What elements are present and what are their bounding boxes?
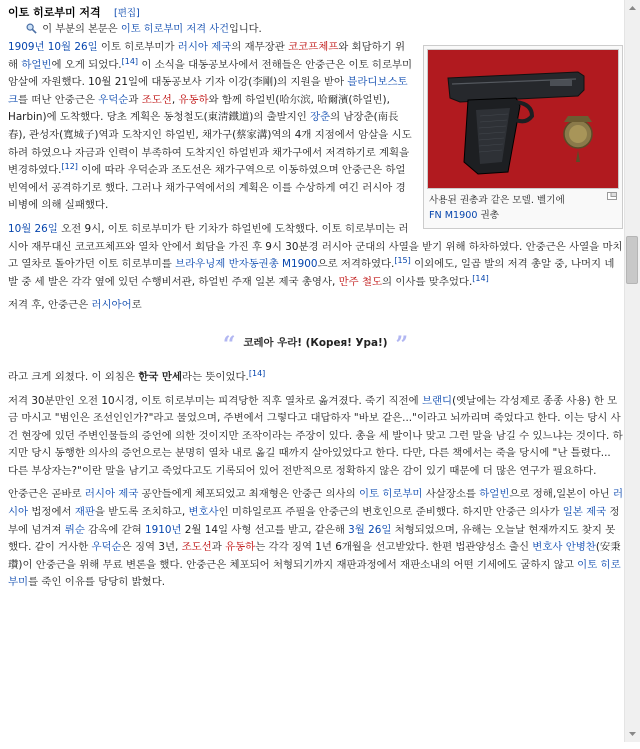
link-1910[interactable]: 1910년 xyxy=(144,523,182,536)
link-vladivostok[interactable]: 블라디보스토크 xyxy=(8,76,408,106)
link-woo-deoksun[interactable]: 우덕순 xyxy=(98,93,129,106)
citation-14[interactable]: [14] xyxy=(121,56,139,66)
link-march-26[interactable]: 3월 26일 xyxy=(348,523,392,536)
text: 에 오게 되었다. xyxy=(51,58,122,71)
text: (옛날에는 각성제로 종종 사용) 한 모금 마시고 "범인은 조선인인가?"라고 물었으며, 주변에서 그렇다고 대답하자 "바보 같은..."이라고 뇌까리며 죽었다고 한다. 이는 당시 사건 현장에 있던 주변인물들의 증언에 의한 것이지만 조작이라는 주장이 있다. 총을 세 발이나 맞고 그런 말을 남길 수 있느냐는 것이다. 하지만 당시 동행한 의사의 증언으로는 분명히 열차 내로 옮길 때까지 살아있었다고 한다. 다만, 다른 책에서는 죽을 당시에 "난 틀렸다... 다른 부상자는?"이란 말을 남기고 죽었다고도 기록되어 있어 전반적으로 정확하지 않은 감이 있기 때문에 더 많은 연구가 필요하다. xyxy=(8,394,623,477)
article-content xyxy=(8,0,623,598)
hatnote-text: 이 부분의 본문은 xyxy=(42,24,121,35)
text: 법정에서 xyxy=(28,506,75,519)
text: 정부에 넘겨져 xyxy=(8,506,620,536)
open-quote-icon: “ xyxy=(222,331,236,358)
text: 을 받도록 조치하고, xyxy=(94,506,189,519)
bold-hanguk-manse: 한국 만세 xyxy=(138,370,183,383)
citation-15[interactable]: [15] xyxy=(394,256,411,266)
quote-text: 코레아 우라! (Корея! Ура!) xyxy=(243,336,388,349)
text: 와 회담하기 위해 xyxy=(8,41,406,71)
redlink-manchuria-railway[interactable]: 만주 철도 xyxy=(338,275,383,288)
citation-14[interactable]: [14] xyxy=(472,273,489,283)
text: 으로 저격하였다. xyxy=(317,258,395,271)
text: 를 죽인 이유를 당당히 밝혔다. xyxy=(28,576,166,589)
vertical-scrollbar[interactable] xyxy=(624,0,640,742)
scrollbar-thumb[interactable] xyxy=(626,236,638,284)
text: 를 떠난 안중근은 xyxy=(18,93,99,106)
text: 공안들에게 체포되었고 최재형은 안중근 의사의 xyxy=(138,488,359,501)
scroll-down-button[interactable] xyxy=(625,726,640,742)
link-lushun[interactable]: 뤼순 xyxy=(64,523,85,536)
text: 2월 14일 사형 선고를 받고, 같은해 xyxy=(181,523,349,536)
text: 으로 정해,일본이 아닌 xyxy=(509,488,613,501)
redlink-jo-doseon-2[interactable]: 조도선 xyxy=(181,541,212,554)
text: 오전 9시, 이토 히로부미가 탄 기차가 하얼빈에 도착했다. 이토 히로부미는 러시아 재무대신 코코프체프와 열차 안에서 회담을 가진 후 9시 30분경 러시아 군대의 사열을 받기 위해 하차하였다. 안중근은 사열을 마치고 열차로 돌아가던 이토 히로부미를 xyxy=(8,222,623,271)
link-ito-hirobumi[interactable]: 이토 히로부미 xyxy=(358,488,423,501)
enlarge-icon[interactable] xyxy=(607,192,617,200)
section-title: 이토 히로부미 저격 xyxy=(8,6,101,19)
link-harbin-2[interactable]: 하얼빈 xyxy=(479,488,510,501)
edit-section-link[interactable]: [편집] xyxy=(113,8,140,19)
text: , xyxy=(171,93,179,106)
text: (安秉瓚)이 안중근을 위해 무료 변론을 했다. 안중근은 체포되어 처형되기까지 재판과정에서 재판소내의 어떤 기세에도 굴하지 않고 xyxy=(8,541,621,571)
text: 라는 뜻이었다. xyxy=(182,370,249,383)
link-browning-m1900[interactable]: 브라우닝제 반자동권총 M1900 xyxy=(175,258,318,271)
magnifier-icon xyxy=(26,23,37,34)
redlink-yu-dongha-2[interactable]: 유동하 xyxy=(225,541,256,554)
text: 사살장소를 xyxy=(422,488,480,501)
text: 의 재무장관 xyxy=(231,41,289,53)
text: 이외에도, 일곱 발의 저격 총알 중, 나머지 네 발 중 세 발은 각각 옆에 있던 수행비서관, 하얼빈 주재 일본 제국 총영사, xyxy=(8,258,615,288)
link-trial[interactable]: 재판 xyxy=(74,506,95,519)
text: 과 xyxy=(211,541,226,554)
text: 이 소식을 대동공보사에서 전해들은 안중근은 이토 히로부미 암살에 자원했다. 10월 21일에 대동공보사 기자 이강(李剛)의 지원을 받아 xyxy=(8,58,413,89)
scroll-down-arrow-icon xyxy=(625,726,640,742)
text: 로 xyxy=(131,299,142,312)
text: 는 각각 징역 1년 6개월을 선고받았다. 한편 법관양성소 출신 xyxy=(255,541,533,554)
redlink-yu-dongha[interactable]: 유동하 xyxy=(178,93,209,106)
link-harbin[interactable]: 하얼빈 xyxy=(21,58,52,71)
hatnote-main-article-link[interactable]: 이토 히로부미 저격 사건 xyxy=(120,24,229,35)
text: 이토 히로부미가 xyxy=(97,41,178,53)
paragraph-6 xyxy=(8,486,623,592)
scroll-up-button[interactable] xyxy=(625,0,640,16)
link-lawyer-2[interactable]: 변호사 xyxy=(532,541,563,554)
paragraph-2 xyxy=(8,221,623,291)
link-empire-of-japan[interactable]: 일본 제국 xyxy=(562,506,607,519)
link-oct-26[interactable]: 10월 26일 xyxy=(8,222,58,235)
redlink-kokovtsov[interactable]: 코코프체프 xyxy=(288,41,339,53)
link-lawyer[interactable]: 변호사 xyxy=(188,506,219,519)
text: 이에 따라 우덕순과 조도선은 채가구역으로 이동하였으며 안중근은 하얼빈역에서 공격하기로 했다. 그러나 채가구역에서의 계획은 이를 수상하게 여긴 러시아 경비병에 의해 실패했다. xyxy=(8,164,406,212)
close-quote-icon: ” xyxy=(395,331,409,358)
link-date-1909[interactable]: 1909년 10월 26일 xyxy=(8,41,98,53)
link-russia[interactable]: 러시아 xyxy=(8,488,623,519)
text: 의 이사를 맞추었다. xyxy=(382,275,473,288)
citation-14[interactable]: [14] xyxy=(248,368,266,378)
text: 안중근은 곧바로 xyxy=(8,488,85,501)
text: 의 남장춘(南長春), 관성자(寬城子)역과 도착지인 하얼빈, 채가구(蔡家溝)역의 4개 지점에서 암살을 시도하려 하였으나 자금과 인력이 부족하여 도착지인 하얼빈과 채가구에서 저격하기로 계획을 변경하였다. xyxy=(8,111,412,177)
scroll-up-arrow-icon xyxy=(625,0,640,16)
caption-link-fn-m1900[interactable]: FN M1900 xyxy=(429,210,478,221)
caption-text: 사용된 권총과 같은 모델. 벨기에 xyxy=(429,195,565,206)
figure-thumbnail xyxy=(423,45,623,229)
hatnote-suffix: 입니다. xyxy=(229,24,262,35)
link-russian-language[interactable]: 러시아어 xyxy=(91,299,132,312)
link-brandy[interactable]: 브랜디 xyxy=(421,394,453,407)
figure-caption xyxy=(427,189,619,225)
text: 과 xyxy=(128,93,142,106)
text: 저격 30분만인 오전 10시경, 이토 히로부미는 피격당한 직후 열차로 옮겨졌다. 죽기 직전에 xyxy=(8,394,422,407)
quote-block xyxy=(8,321,623,365)
text: 감옥에 갇혀 xyxy=(84,523,145,536)
link-ito-hirobumi-2[interactable]: 이토 히로부미 xyxy=(8,558,621,589)
redlink-jo-doseon[interactable]: 조도선 xyxy=(141,93,172,106)
pistol-image[interactable] xyxy=(427,49,619,189)
text: 와 함께 하얼빈(哈尔滨, 哈爾濱(하얼빈), Harbin)에 도착했다. 당초 계획은 동청철도(東淸鐵道)의 출발지인 xyxy=(8,93,390,124)
caption-suffix: 권총 xyxy=(477,210,500,221)
paragraph-3 xyxy=(8,297,623,315)
text: 처형되었으며, 유해는 오늘날 현재까지도 찾지 못했다. 같이 거사한 xyxy=(8,523,616,554)
link-ahn-byeongchan[interactable]: 안병찬 xyxy=(565,541,596,554)
hatnote xyxy=(26,21,623,39)
paragraph-5 xyxy=(8,393,623,481)
link-russian-empire-2[interactable]: 러시아 제국 xyxy=(84,488,139,501)
paragraph-4 xyxy=(8,369,623,387)
text: 저격 후, 안중근은 xyxy=(8,299,92,312)
text: 은 징역 3년, xyxy=(121,541,182,554)
link-russian-empire[interactable]: 러시아 제국 xyxy=(177,41,232,53)
link-woo-deoksun-2[interactable]: 우덕순 xyxy=(91,541,122,554)
link-changchun[interactable]: 장춘 xyxy=(310,111,331,124)
text: 인 미하일로프 주필을 안중근의 변호인으로 준비했다. 하지만 안중근 의사가 xyxy=(218,506,563,519)
citation-12[interactable]: [12] xyxy=(61,162,78,172)
section-heading xyxy=(8,4,623,21)
text: 라고 크게 외쳤다. 이 외침은 xyxy=(8,370,139,383)
